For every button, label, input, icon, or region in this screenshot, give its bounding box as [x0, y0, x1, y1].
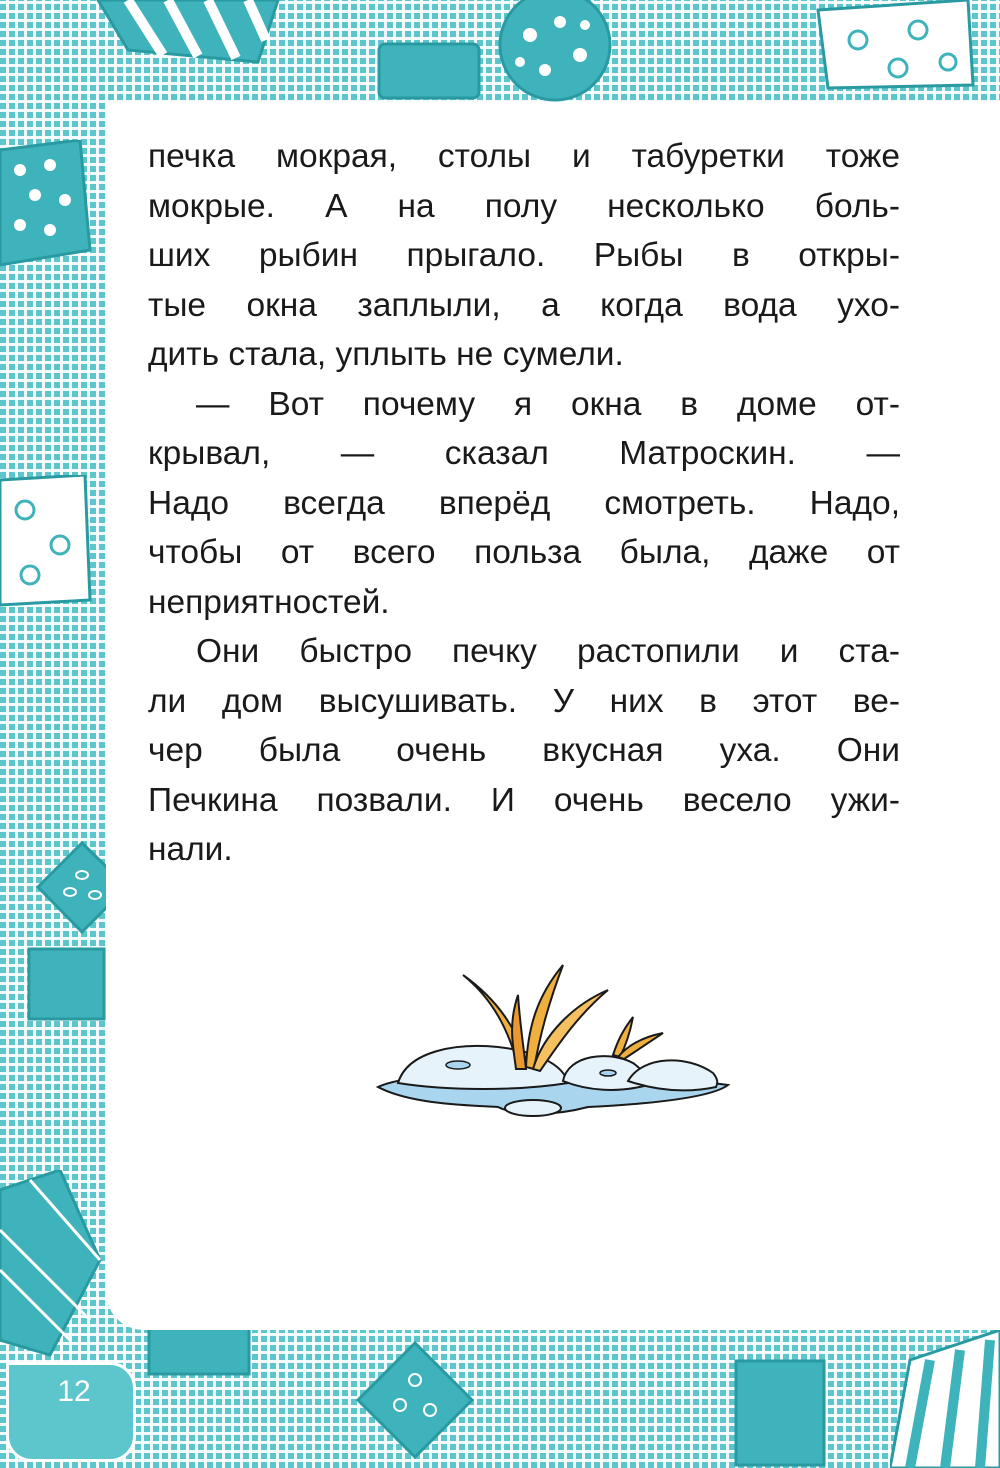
patch-bottom-right-square	[730, 1355, 830, 1468]
text-line: тые окна заплыли, а когда вода ухо-	[148, 286, 900, 324]
text-line: нали.	[148, 831, 233, 868]
page-number: 12	[57, 1375, 91, 1408]
story-text	[148, 132, 900, 875]
paragraph-1	[148, 132, 900, 380]
text-line: Надо всегда вперёд смотреть. Надо,	[148, 484, 900, 522]
text-line: ших рыбин прыгало. Рыбы в откры-	[148, 237, 900, 274]
patch-top-stripes	[88, 0, 288, 70]
patch-top-right-flowers	[808, 0, 978, 100]
patch-bottom-right-stripes	[890, 1330, 1000, 1468]
text-line: Они быстро печку растопили и ста-	[196, 633, 900, 670]
pond-with-reeds-icon	[368, 955, 738, 1135]
text-line: ли дом высушивать. У них в этот ве-	[148, 682, 900, 720]
paragraph-3	[148, 627, 900, 875]
text-line: дить стала, уплыть не сумели.	[148, 336, 624, 373]
patch-bottom-left-check	[0, 1170, 105, 1360]
text-line: чер была очень вкусная уха. Они	[148, 732, 900, 769]
paragraph-2	[148, 380, 900, 628]
patch-left-dots	[0, 140, 95, 270]
patch-bottom-diamond	[355, 1340, 475, 1460]
text-line: неприятностей.	[148, 583, 390, 621]
text-line: печка мокрая, столы и табуретки тоже	[148, 138, 900, 175]
patch-left-flowers	[0, 475, 95, 610]
patch-top-rect	[375, 40, 485, 102]
text-line: — Вот почему я окна в доме от-	[196, 385, 900, 423]
text-line: крывал, — сказал Матроскин. —	[148, 435, 900, 472]
page-number-tab	[6, 1362, 136, 1462]
text-line: мокрые. А на полу несколько боль-	[148, 187, 900, 225]
text-line: чтобы от всего польза была, даже от	[148, 534, 900, 571]
patch-top-circle-flowers	[490, 0, 620, 110]
text-line: Печкина позвали. И очень весело ужи-	[148, 781, 900, 819]
patch-left-square	[25, 945, 110, 1025]
